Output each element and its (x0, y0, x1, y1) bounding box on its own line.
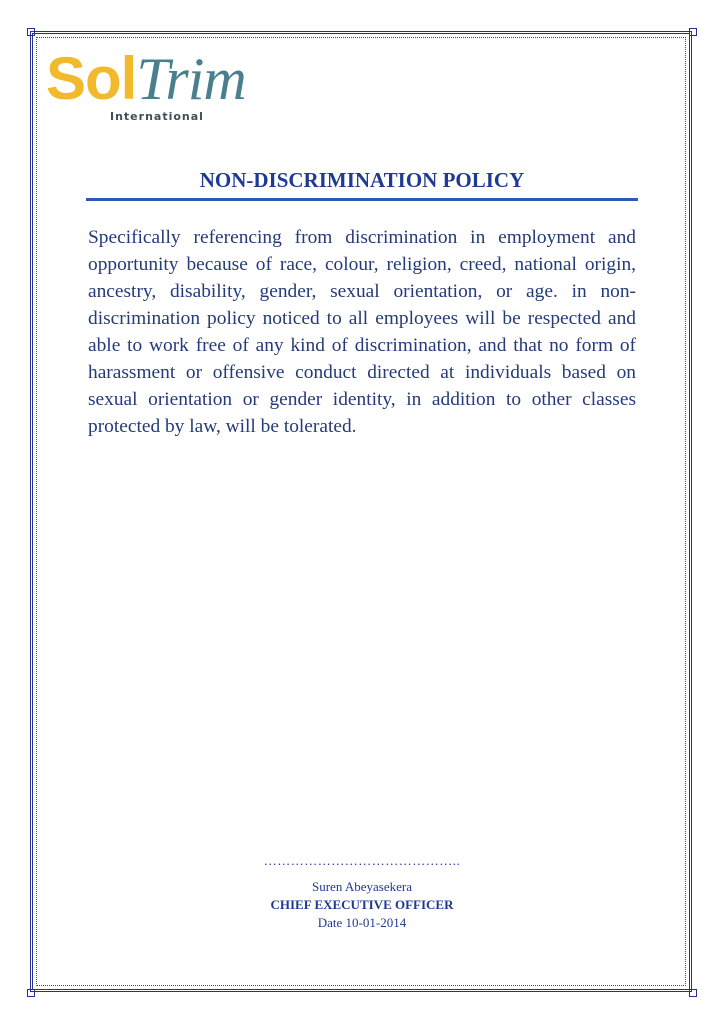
border-corner-bottom-left (27, 989, 35, 997)
title-underline (86, 198, 638, 201)
logo-brand-sol: Sol (46, 45, 137, 112)
signature-block (212, 852, 512, 932)
border-corner-top-left (27, 28, 35, 36)
signature-line: …………………………………….. (263, 853, 461, 868)
signatory-name: Suren Abeyasekera (312, 879, 412, 894)
logo-brand-trim: Trim (136, 46, 246, 112)
logo-wordmark (46, 46, 246, 112)
document-title: NON-DISCRIMINATION POLICY (199, 168, 525, 192)
logo-subtitle: International (110, 110, 204, 123)
policy-body-text: Specifically referencing from discrimination in employment and opportunity because of race, colour, religion, creed, national origin, ancestry, disability, gender, sexual orientation, or age. in non-discrimination policy noticed to all employees will be respected and able to work free of any kind of discrimination, and that no form of harassment or offensive conduct directed at individuals based on sexual orientation or gender identity, in addition to other classes protected by law, will be tolerated. (88, 227, 636, 437)
signatory-role: CHIEF EXECUTIVE OFFICER (270, 897, 454, 912)
border-corner-bottom-right (689, 989, 697, 997)
company-logo (46, 46, 286, 126)
border-corner-top-right (689, 28, 697, 36)
signature-date: Date 10-01-2014 (317, 915, 407, 930)
